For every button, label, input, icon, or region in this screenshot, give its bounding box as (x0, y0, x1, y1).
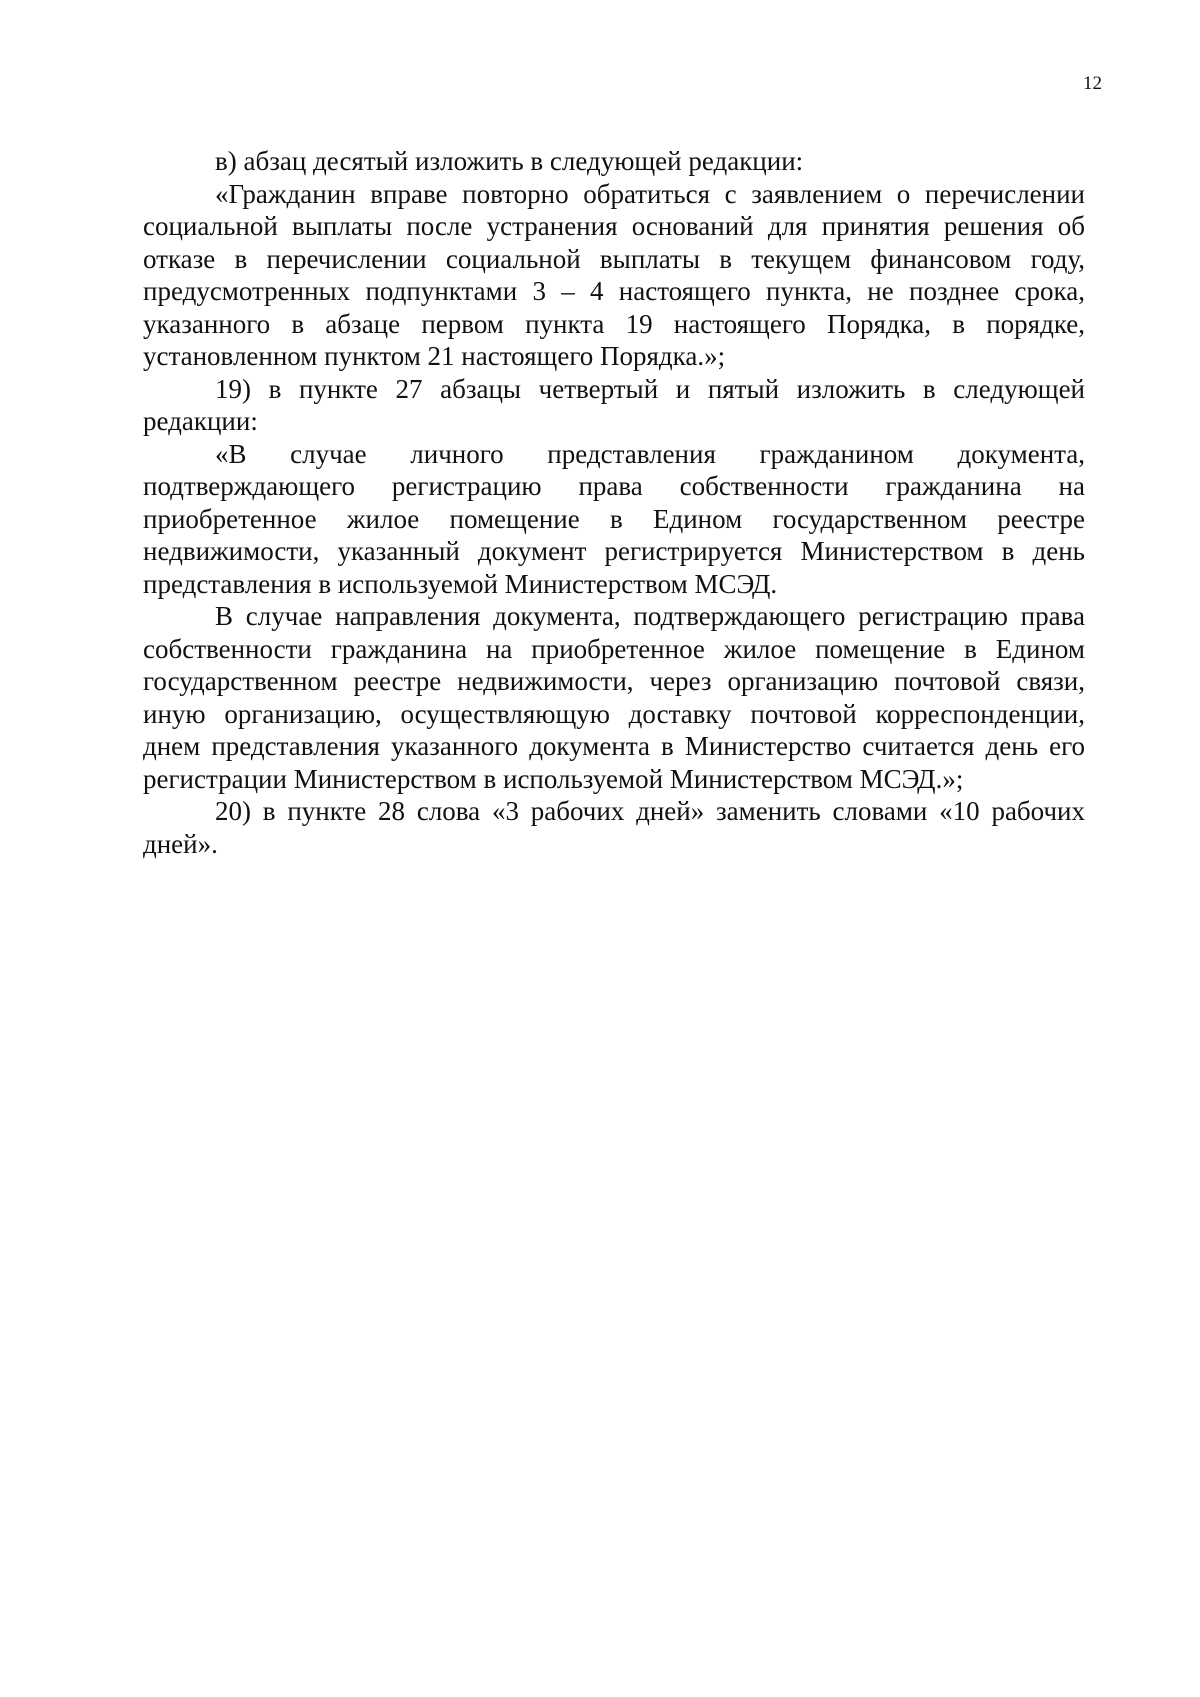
paragraph-item-v: в) абзац десятый изложить в следующей редакции: (215, 146, 804, 176)
page-number: 12 (1083, 73, 1102, 94)
paragraph-item-20: 20) в пункте 28 слова «3 рабочих дней» заменить словами «10 рабочих дней». (143, 796, 1085, 859)
document-body (143, 145, 1085, 860)
paragraph-item-19: 19) в пункте 27 абзацы четвертый и пятый изложить в следующей редакции: (143, 373, 1085, 436)
paragraph-quoted-postal-submission: В случае направления документа, подтверждающего регистрацию права собственности гражданина на приобретенное жилое помещение в Едином государственном реестре недвижимости, через организацию почтовой связи, иную организацию, осуществляющую доставку почтовой корреспонденции, днем представления указанного документа в Министерство считается день его регистрации Министерством в используемой Министерством МСЭД.»; (143, 601, 1085, 794)
paragraph-quoted-personal-submission: «В случае личного представления гражданином документа, подтверждающего регистрацию права собственности гражданина на приобретенное жилое помещение в Едином государственном реестре недвижимости, указанный документ регистрируется Министерством в день представления в используемой Министерством МСЭД. (143, 438, 1085, 599)
paragraph-quoted-citizen-reapply: «Гражданин вправе повторно обратиться с заявлением о перечислении социальной выплаты после устранения оснований для принятия решения об отказе в перечислении социальной выплаты в текущем финансовом году, предусмотренных подпунктами 3 – 4 настоящего пункта, не позднее срока, указанного в абзаце первом пункта 19 настоящего Порядка, в порядке, установленном пунктом 21 настоящего Порядка.»; (143, 178, 1085, 371)
